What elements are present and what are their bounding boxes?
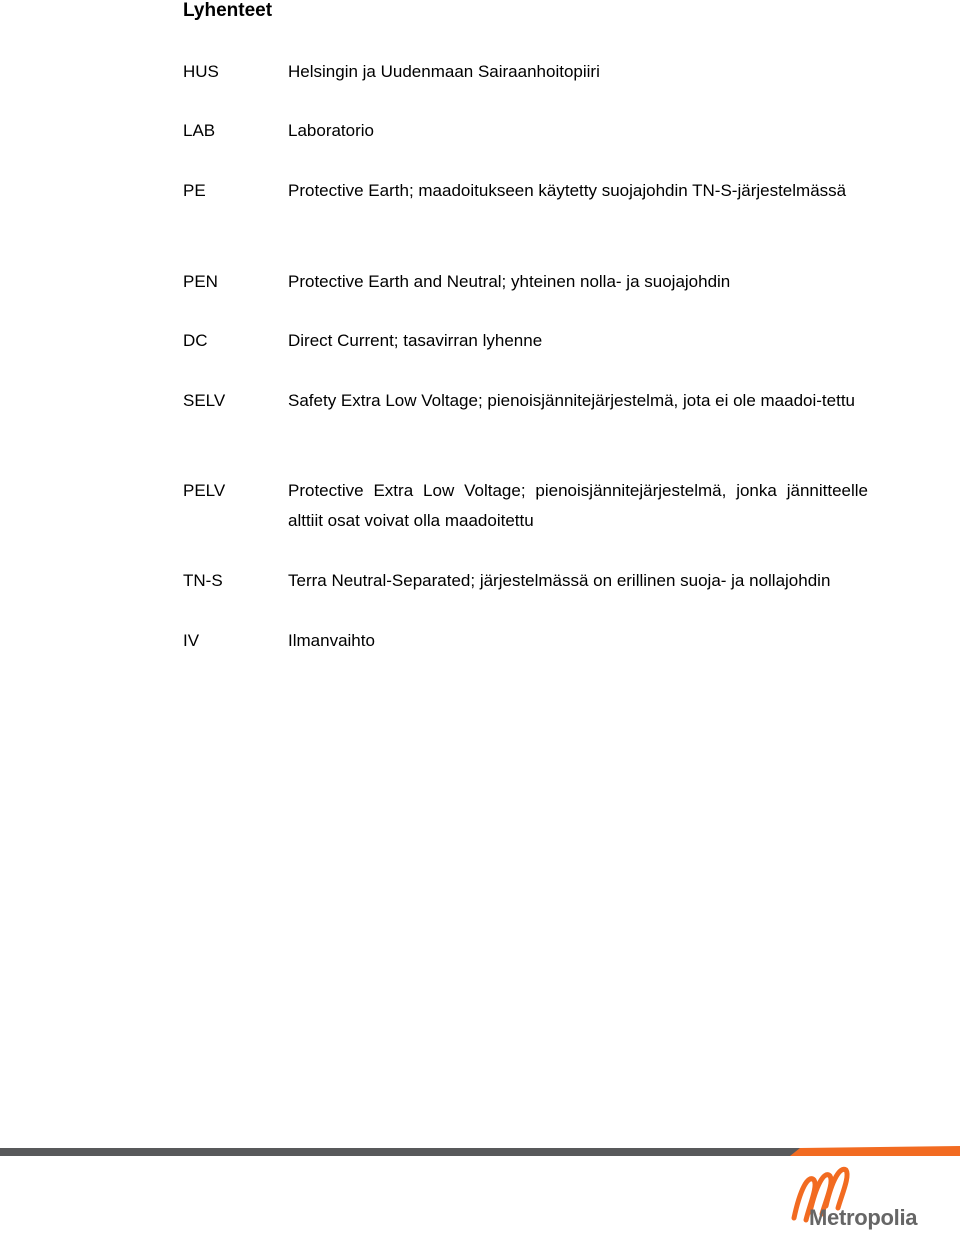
- abbreviation-description: Protective Earth; maadoitukseen käytetty suojajohdin TN-S-järjestelmässä: [288, 181, 847, 200]
- metropolia-logo-text: Metropolia: [809, 1205, 918, 1230]
- abbreviation-term: TN-S: [183, 571, 223, 590]
- abbreviation-description: Ilmanvaihto: [288, 631, 375, 650]
- abbreviation-term: PELV: [183, 481, 226, 500]
- footer-stripe: [0, 1146, 960, 1156]
- abbreviation-term: HUS: [183, 62, 219, 81]
- abbreviation-description: Terra Neutral-Separated; järjestelmässä on erillinen suoja- ja nollajohdin: [288, 571, 831, 590]
- abbreviation-entry-tn-s: [183, 566, 873, 596]
- abbreviation-entry-pe: [183, 176, 873, 206]
- abbreviation-entry-iv: [183, 626, 873, 656]
- footer-stripe-gray: [0, 1148, 805, 1156]
- abbreviation-term: DC: [183, 331, 208, 350]
- abbreviation-term: PE: [183, 181, 206, 200]
- abbreviation-entry-dc: [183, 326, 873, 356]
- abbreviation-term: LAB: [183, 121, 216, 140]
- abbreviation-description: Helsingin ja Uudenmaan Sairaanhoitopiiri: [288, 62, 600, 81]
- abbreviation-entry-pelv: [183, 476, 873, 536]
- footer-stripe-orange: [790, 1146, 960, 1156]
- abbreviation-entry-hus: [183, 57, 873, 87]
- abbreviation-term: IV: [183, 631, 200, 650]
- abbreviation-description: Safety Extra Low Voltage; pienoisjännitejärjestelmä, jota ei ole maadoi-tettu: [288, 391, 855, 410]
- abbreviation-entry-pen: [183, 267, 873, 297]
- abbreviation-description: Protective Earth and Neutral; yhteinen nolla- ja suojajohdin: [288, 272, 731, 291]
- abbreviation-description: Laboratorio: [288, 121, 375, 140]
- abbreviation-entry-selv: [183, 386, 873, 416]
- abbreviation-term: PEN: [183, 272, 218, 291]
- abbreviation-entry-lab: [183, 116, 873, 146]
- abbreviation-term: SELV: [183, 391, 226, 410]
- page-title: Lyhenteet: [183, 0, 273, 21]
- abbreviation-description: Protective Extra Low Voltage; pienoisjännitejärjestelmä, jonka jännitteelle alttiit osat voivat olla maadoitettu: [288, 481, 868, 530]
- abbreviation-description: Direct Current; tasavirran lyhenne: [288, 331, 543, 350]
